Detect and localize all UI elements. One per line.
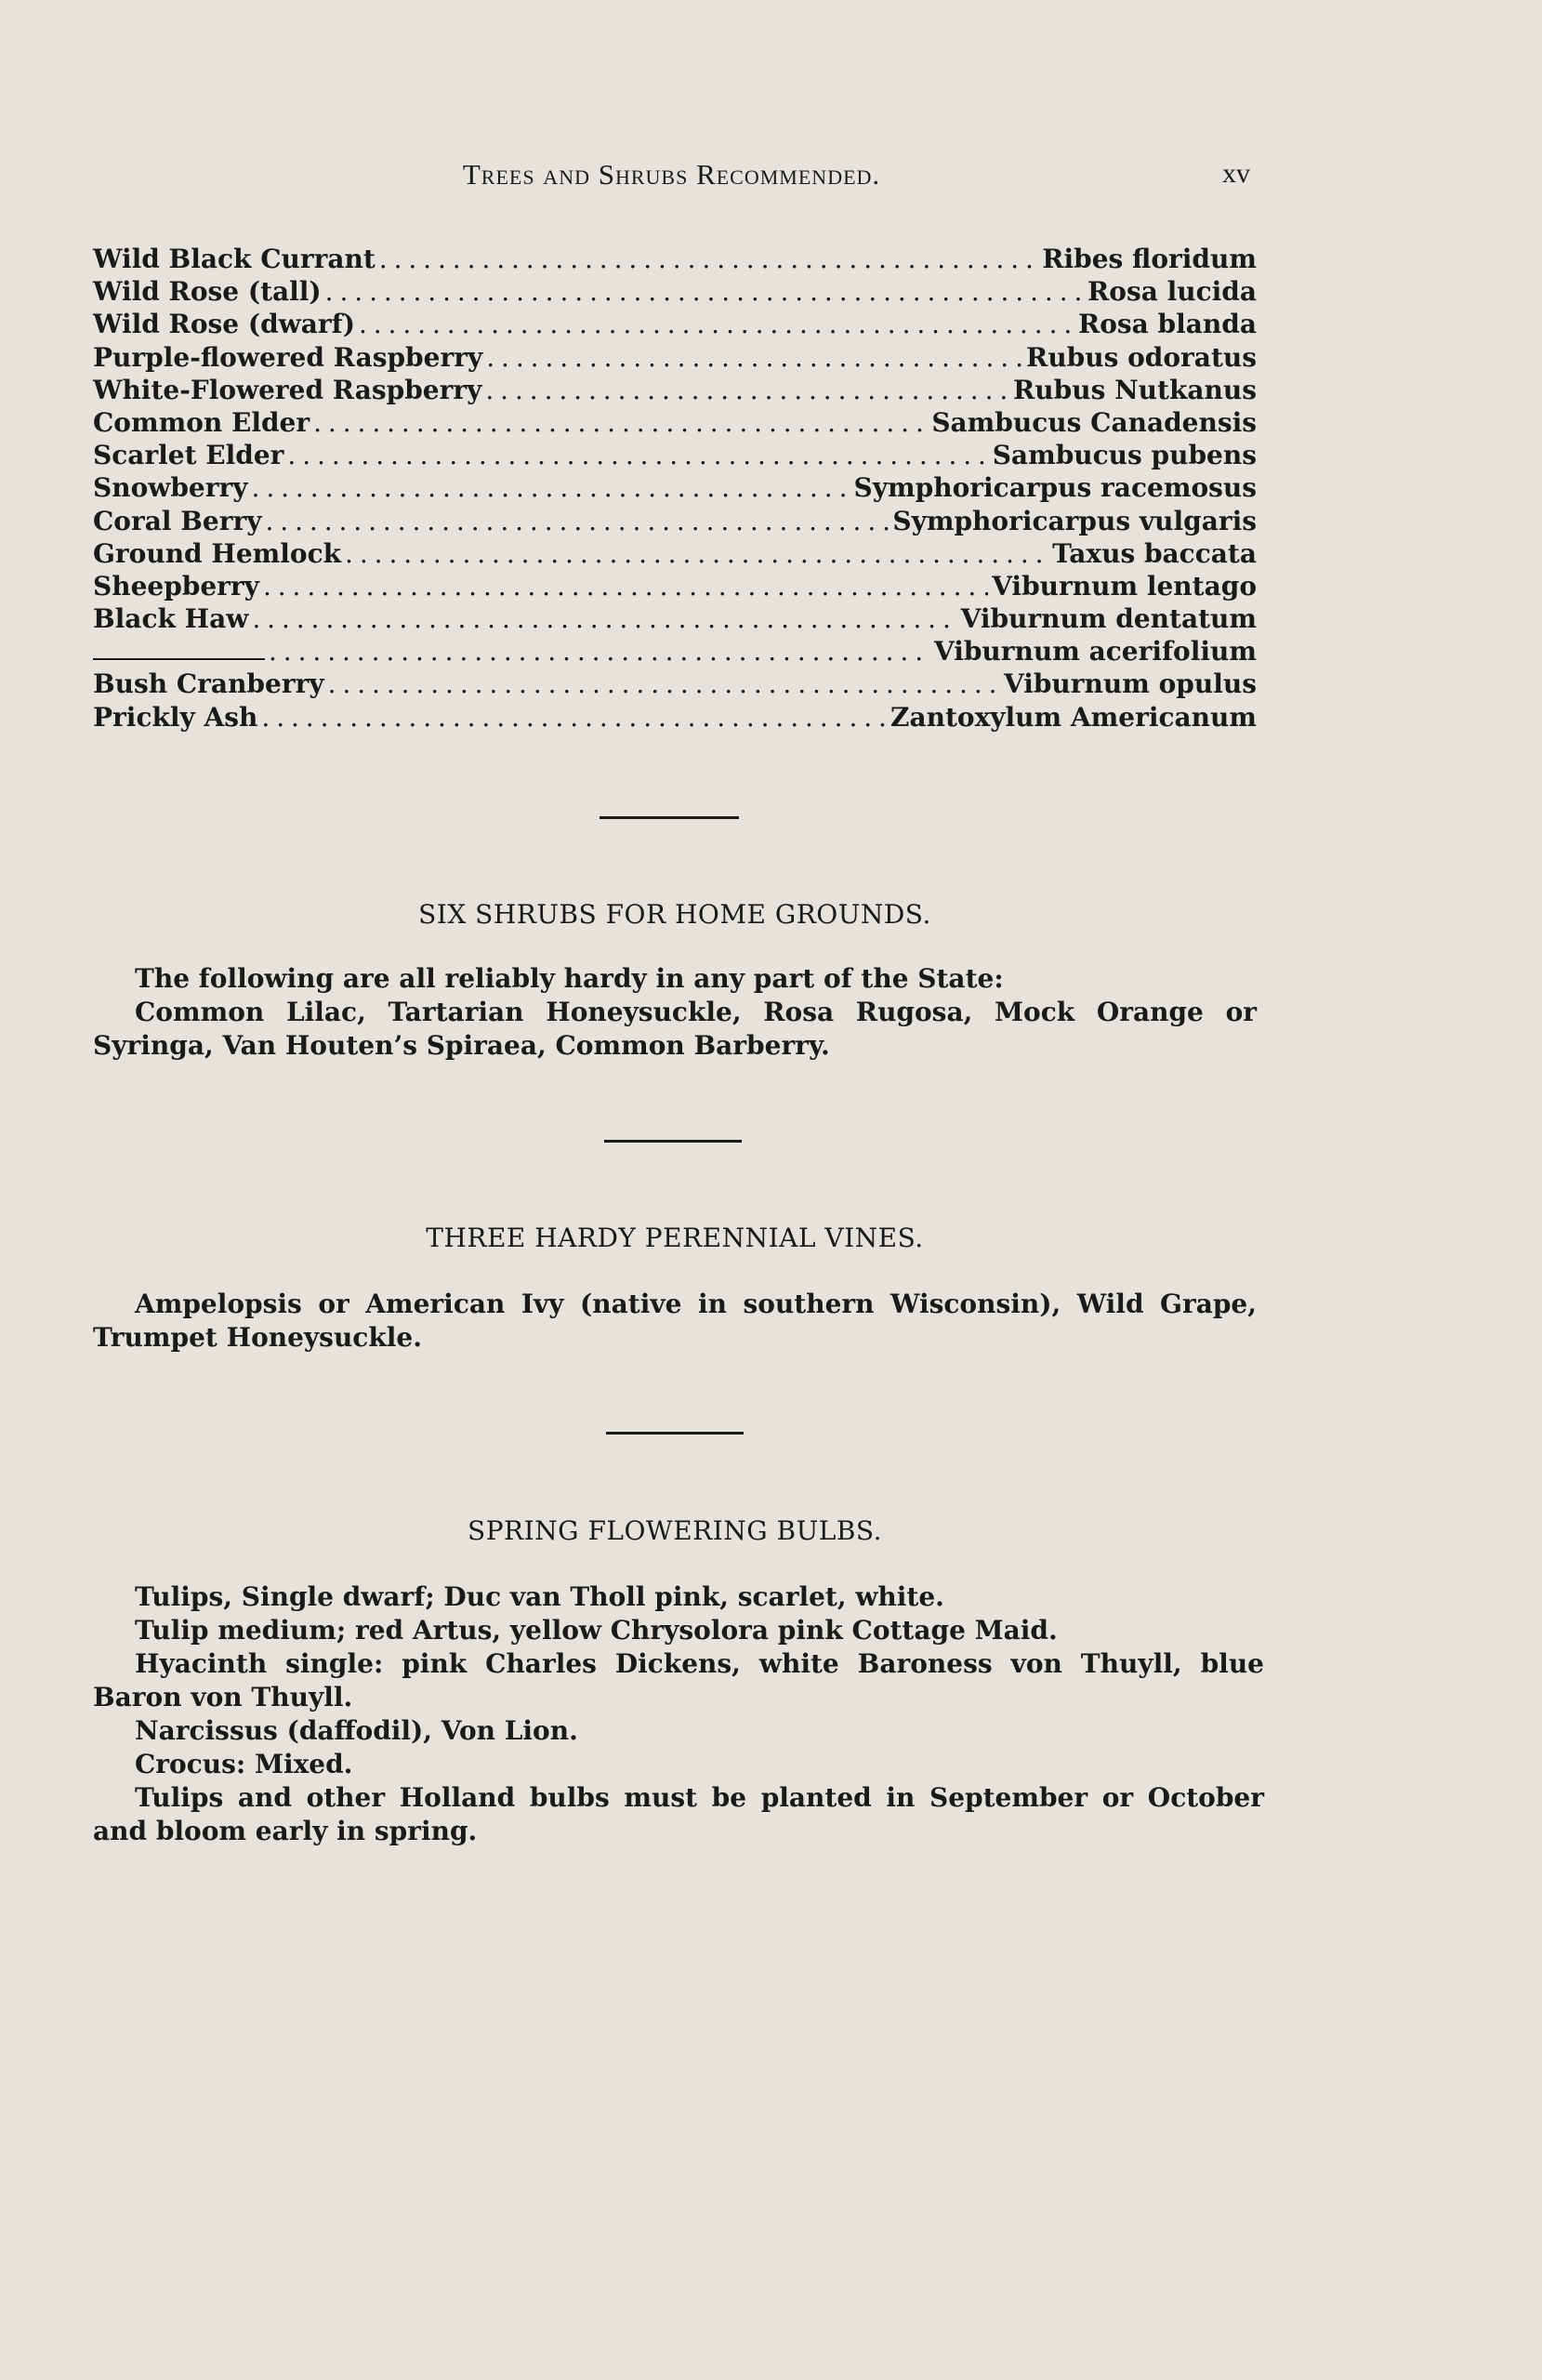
common-name: Prickly Ash [93,701,258,733]
dot-leader [252,603,956,634]
section-divider [606,1432,744,1435]
shrub-list [93,244,1257,734]
dot-leader [359,309,1074,339]
common-name: Purple-flowered Raspberry [93,341,483,373]
common-name: Black Haw [93,603,249,635]
section-heading-bulbs: SPRING FLOWERING BULBS. [468,1515,882,1546]
common-name: Sheepberry [93,570,259,602]
botanical-name: Sambucus Canadensis [931,406,1257,438]
section-heading-vines: THREE HARDY PERENNIAL VINES. [426,1223,924,1253]
bulbs-paragraph [93,1580,1264,1848]
section-heading-six-shrubs: SIX SHRUBS FOR HOME GROUNDS. [418,899,931,930]
common-name: Snowberry [93,472,248,504]
dot-leader [485,375,1009,405]
dot-leader [313,407,928,438]
shrub-list-row [93,538,1257,571]
common-name: Wild Black Currant [93,244,376,274]
dot-leader [263,571,988,602]
common-name: Wild Rose (dwarf) [93,309,355,340]
shrub-list-row [93,636,1257,668]
common-name: Bush Cranberry [93,668,324,700]
botanical-name: Viburnum lentago [992,570,1257,602]
vines-text: Ampelopsis or American Ivy (native in southern Wisconsin), Wild Grape, Trumpet Honeysuckle. [93,1289,1257,1353]
shrub-list-row [93,668,1257,701]
botanical-name: Ribes floridum [1042,244,1257,274]
botanical-name: Symphoricarpus vulgaris [892,505,1257,536]
vines-paragraph [93,1288,1257,1355]
shrub-list-row [93,603,1257,636]
common-name: Coral Berry [93,505,262,536]
ditto-rule [93,658,265,660]
running-head-title: Trees and Shrubs Recommended. [462,158,881,191]
shrub-list-row [93,571,1257,603]
dot-leader [252,472,850,503]
botanical-name: Sambucus pubens [992,440,1257,471]
shrub-list-row [93,309,1257,341]
botanical-name: Rubus odoratus [1026,341,1257,373]
dot-leader [287,440,988,470]
botanical-name: Rosa lucida [1087,276,1257,308]
shrub-list-row [93,702,1257,734]
common-name: Ground Hemlock [93,537,342,569]
shrub-list-row [93,342,1257,375]
shrub-list-row [93,244,1257,276]
botanical-name: Zantoxylum Americanum [890,701,1257,733]
shrub-list-row [93,506,1257,538]
common-name: Common Elder [93,406,310,438]
six-shrubs-intro: The following are all reliably hardy in any part of the State: [135,963,1004,994]
botanical-name: Taxus baccata [1052,537,1257,569]
bulbs-line: Hyacinth single: pink Charles Dickens, white Baroness von Thuyll, blue Baron von Thuyll. [93,1648,1264,1712]
shrub-list-row [93,472,1257,505]
dot-leader [325,276,1084,307]
six-shrubs-list: Common Lilac, Tartarian Honeysuckle, Rosa Rugosa, Mock Orange or Syringa, Van Houten’s Spiraea, Common Barberry. [93,997,1257,1061]
botanical-name: Viburnum dentatum [960,603,1257,635]
shrub-list-row [93,407,1257,440]
dot-leader [269,636,930,667]
page-number: xv [1222,158,1250,189]
dot-leader [328,668,1000,699]
bulbs-line: Narcissus (daffodil), Von Lion. [135,1715,578,1746]
bulbs-line: Tulip medium; red Artus, yellow Chrysolora pink Cottage Maid. [135,1615,1058,1646]
section-divider [604,1140,742,1143]
common-name: White-Flowered Raspberry [93,374,482,405]
botanical-name: Rubus Nutkanus [1013,374,1257,405]
bulbs-line: Tulips and other Holland bulbs must be planted in September or October and bloom early in spring. [93,1782,1264,1846]
shrub-list-row [93,440,1257,472]
shrub-list-row [93,276,1257,309]
botanical-name: Viburnum opulus [1003,668,1257,700]
botanical-name: Viburnum acerifolium [933,636,1257,668]
section-divider [600,816,739,819]
bulbs-line: Tulips, Single dwarf; Duc van Tholl pink, scarlet, white. [135,1581,944,1612]
botanical-name: Symphoricarpus racemosus [853,472,1257,504]
dot-leader [266,506,890,536]
common-name: Scarlet Elder [93,440,284,471]
shrub-list-row [93,375,1257,407]
six-shrubs-paragraph [93,962,1257,1063]
dot-leader [261,702,887,733]
dot-leader [379,244,1038,274]
dot-leader [345,538,1048,569]
dot-leader [486,342,1022,373]
common-name: Wild Rose (tall) [93,276,322,308]
bulbs-line: Crocus: Mixed. [135,1749,353,1779]
botanical-name: Rosa blanda [1077,309,1257,340]
running-head [93,158,1250,195]
